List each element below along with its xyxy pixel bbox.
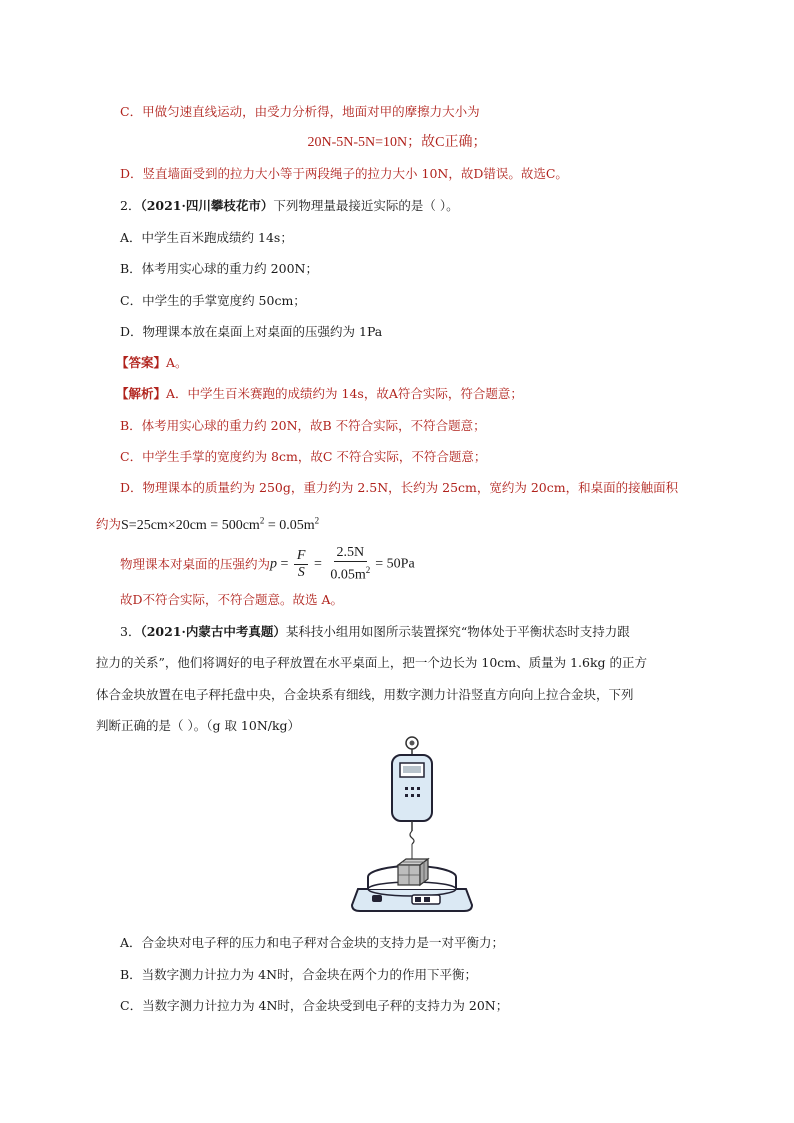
q2-pressure-calc: 物理课本对桌面的压强约为p = $\frac{F}{S}$ = $\frac{2.5N}{0.05m^2}$ = 50Pa (120, 545, 415, 583)
q2-option-a: A．中学生百米跑成绩约 14s； (120, 230, 293, 245)
q2-source: （2021·四川攀枝花市） (140, 198, 274, 213)
q2-analysis-d: D．物理课本的质量约为 250g，重力约为 2.5N，长约为 25cm，宽约为 20cm，和桌面的接触面积 (120, 480, 679, 495)
q3-option-c: C．当数字测力计拉力为 4N时，合金块受到电子秤的支持力为 20N； (120, 998, 509, 1013)
q2-conclusion: 故D不符合实际，不符合题意。故选 A。 (120, 592, 344, 607)
q2-option-d: D．物理课本放在桌面上对桌面的压强约为 1Pa (120, 324, 383, 339)
q3-number: 3． (120, 624, 141, 639)
force-gauge-scale-figure (348, 735, 476, 913)
pressure-fraction-values: $\frac{2.5N}{0.05m^2}$ (330, 545, 371, 583)
pressure-symbol: p (270, 556, 278, 572)
q2-analysis-a (116, 385, 523, 403)
analysis-tag: 【解析】 (116, 386, 167, 401)
q3-stem-line1 (120, 623, 630, 641)
q2-answer (116, 354, 188, 372)
analysis-line-a: A．中学生百米赛跑的成绩约为 14s，故A符合实际，符合题意； (166, 386, 523, 401)
q3-stem-line3: 体合金块放置在电子秤托盘中央，合金块系有细线，用数字测力计沿竖直方向向上拉合金块，下列 (96, 687, 634, 702)
pressure-fraction-fs: $\frac{F}{S}$ (294, 548, 309, 581)
q2-area-calc (96, 511, 319, 535)
q3-source: （2021·内蒙古中考真题） (140, 624, 286, 639)
q2-question: 下列物理量最接近实际的是（ ）。 (273, 198, 459, 213)
q1-option-c-line2: 20N-5N-5N=10N；故C正确； (307, 135, 487, 150)
alloy-cube (398, 859, 428, 885)
pressure-prefix: 物理课本对桌面的压强约为 (120, 556, 271, 572)
q3-stem-line4: 判断正确的是（ ）。（g 取 10N/kg） (96, 718, 301, 733)
q2-analysis-b: B．体考用实心球的重力约 20N，故B 不符合实际，不符合题意； (120, 418, 486, 433)
q2-stem (120, 197, 459, 215)
q2-analysis-c: C．中学生手掌的宽度约为 8cm，故C 不符合实际，不符合题意； (120, 449, 487, 464)
area-prefix: 约为 (96, 516, 122, 532)
pressure-result: = 50Pa (375, 556, 415, 572)
q2-number: 2． (120, 198, 141, 213)
answer-tag: 【答案】 (116, 355, 167, 370)
q1-option-d: D．竖直墙面受到的拉力大小等于两段绳子的拉力大小 10N，故D错误。故选C。 (120, 166, 568, 181)
answer-value: A。 (166, 355, 188, 370)
q2-option-b: B．体考用实心球的重力约 200N； (120, 261, 318, 276)
q3-stem-line2: 拉力的关系”，他们将调好的电子秤放置在水平桌面上，把一个边长为 10cm、质量为 1.6kg 的正方 (96, 655, 648, 670)
q3-option-a: A．合金块对电子秤的压力和电子秤对合金块的支持力是一对平衡力； (120, 935, 505, 950)
q1-option-c-line1: C．甲做匀速直线运动，由受力分析得，地面对甲的摩擦力大小为 (120, 104, 480, 119)
q3-option-b: B．当数字测力计拉力为 4N时，合金块在两个力的作用下平衡； (120, 967, 478, 982)
area-formula: $S=25cm\times 20cm = 500cm^2 = 0.05m^2$ (121, 515, 320, 533)
q3-stem-text1: 某科技小组用如图所示装置探究“物体处于平衡状态时支持力跟 (285, 624, 630, 639)
digital-force-gauge (392, 755, 432, 821)
q2-option-c: C．中学生的手掌宽度约 50cm； (120, 293, 306, 308)
